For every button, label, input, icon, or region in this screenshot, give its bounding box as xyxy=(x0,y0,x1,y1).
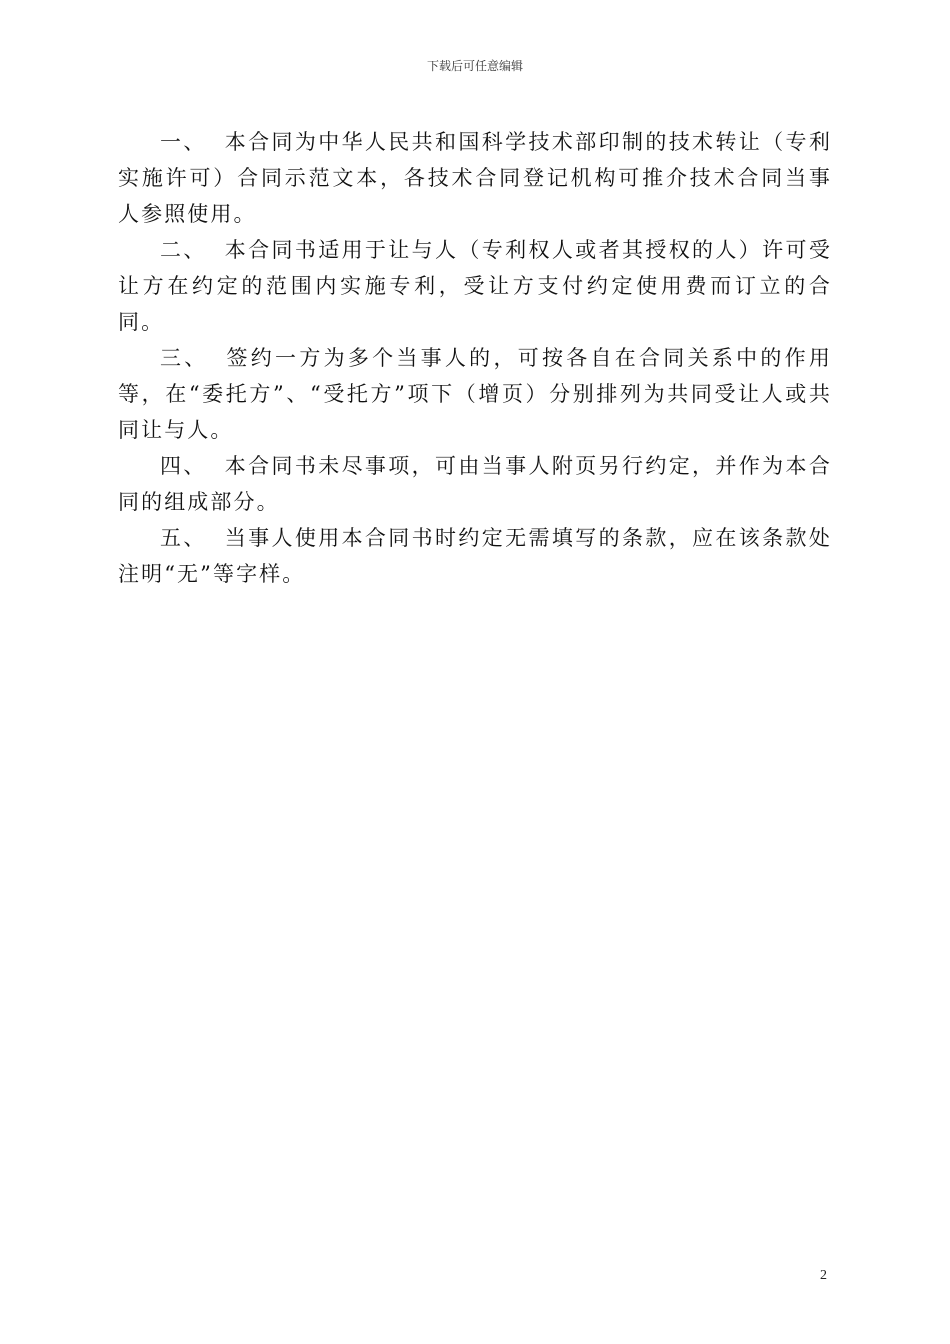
paragraph-4 xyxy=(118,448,832,520)
paragraph-5 xyxy=(118,520,832,592)
paragraph-text: 当事人使用本合同书时约定无需填写的条款，应在该条款处注明“无”等字样。 xyxy=(118,526,832,586)
paragraph-number: 四、 xyxy=(160,454,207,478)
paragraph-number: 五、 xyxy=(160,526,207,550)
paragraph-2 xyxy=(118,232,832,340)
paragraph-text: 签约一方为多个当事人的，可按各自在合同关系中的作用等，在“委托方”、“受托方”项下（增页）分别排列为共同受让人或共同让与人。 xyxy=(118,346,832,442)
page-number: 2 xyxy=(820,1268,827,1283)
paragraph-text: 本合同为中华人民共和国科学技术部印制的技术转让（专利实施许可）合同示范文本，各技术合同登记机构可推介技术合同当事人参照使用。 xyxy=(118,130,832,226)
paragraph-number: 三、 xyxy=(160,346,209,370)
page-header: 下载后可任意编辑 xyxy=(426,59,523,73)
document-body xyxy=(118,124,832,592)
paragraph-text: 本合同书适用于让与人（专利权人或者其授权的人）许可受让方在约定的范围内实施专利，受让方支付约定使用费而订立的合同。 xyxy=(118,238,832,334)
paragraph-3 xyxy=(118,340,832,448)
paragraph-number: 二、 xyxy=(160,238,207,262)
paragraph-1 xyxy=(118,124,832,232)
paragraph-text: 本合同书未尽事项，可由当事人附页另行约定，并作为本合同的组成部分。 xyxy=(118,454,832,514)
paragraph-number: 一、 xyxy=(160,130,207,154)
